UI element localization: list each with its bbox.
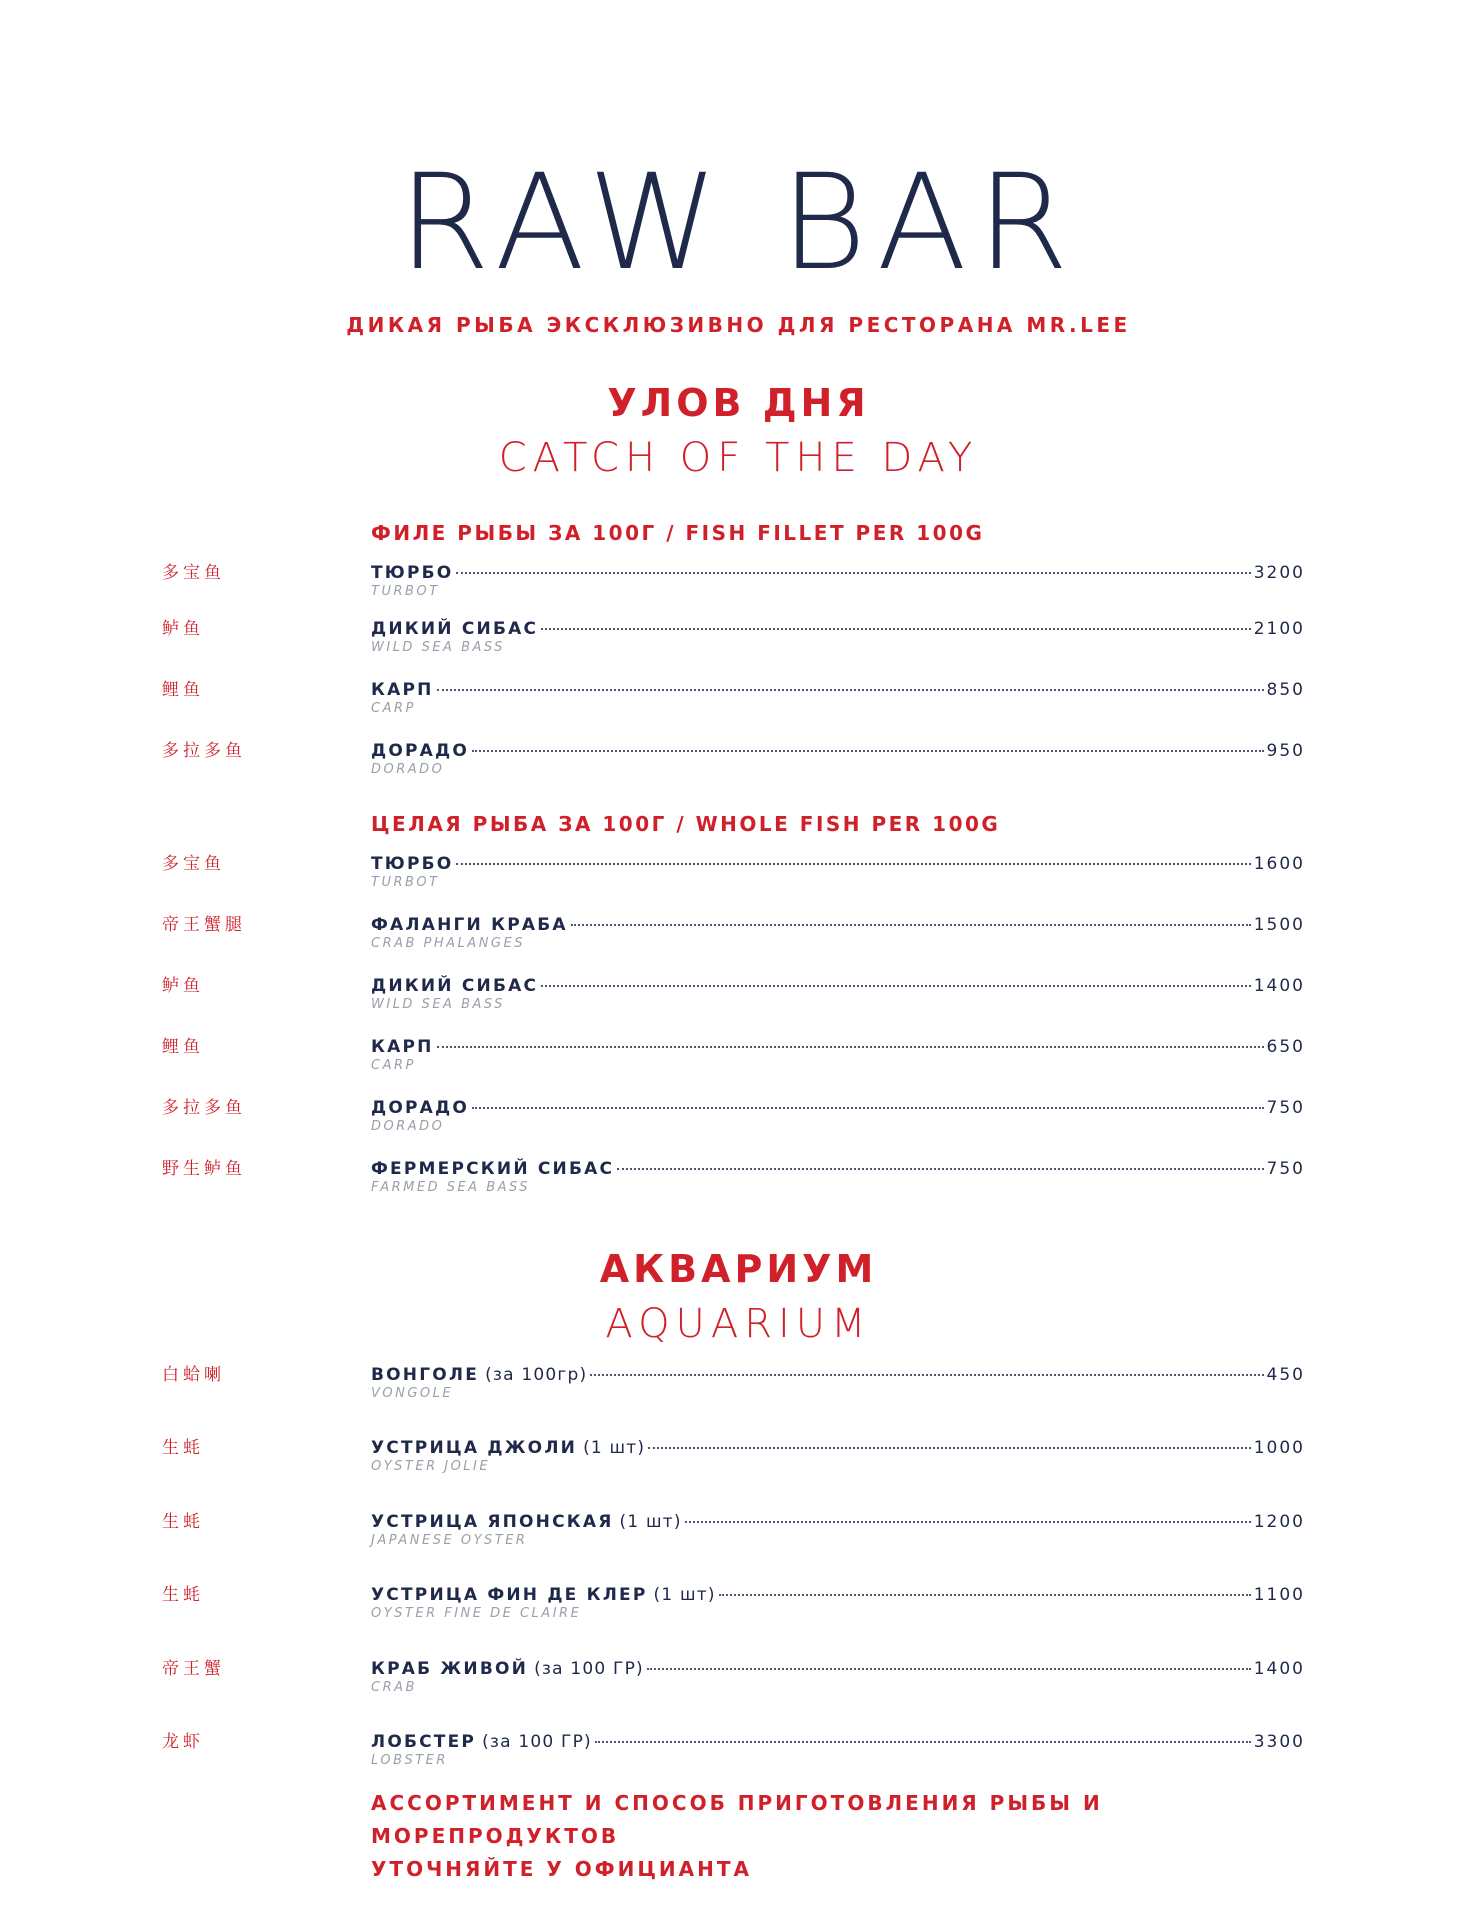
item-line xyxy=(371,913,1305,937)
menu-item xyxy=(0,1730,1477,1778)
item-quantity-note: (1 шт) xyxy=(619,1512,682,1532)
item-chinese-name: 多宝鱼 xyxy=(162,854,225,874)
item-name: УСТРИЦА ФИН ДЕ КЛЕР xyxy=(371,1585,648,1605)
section-title-en: AQUARIUM xyxy=(605,1301,872,1347)
item-chinese-name: 多拉多鱼 xyxy=(162,741,246,761)
dot-leader xyxy=(541,985,1251,987)
item-chinese-name: 鲤鱼 xyxy=(162,680,204,700)
item-name: КАРП xyxy=(371,680,434,700)
item-quantity-note: (за 100гр) xyxy=(485,1365,588,1385)
menu-item xyxy=(0,1657,1477,1705)
item-english-name: WILD SEA BASS xyxy=(371,640,505,655)
menu-item xyxy=(0,913,1477,961)
item-english-name: TURBOT xyxy=(371,584,440,599)
menu-item xyxy=(0,739,1477,787)
item-name: ДИКИЙ СИБАС xyxy=(371,619,539,639)
item-price: 750 xyxy=(1266,1098,1305,1118)
item-line xyxy=(371,974,1305,998)
menu-item xyxy=(0,852,1477,900)
item-quantity-note: (1 шт) xyxy=(583,1438,646,1458)
section-title-ru: УЛОВ ДНЯ xyxy=(607,381,870,425)
item-english-name: DORADO xyxy=(371,762,445,777)
item-chinese-name: 多拉多鱼 xyxy=(162,1098,246,1118)
section-title-ru: АКВАРИУМ xyxy=(599,1247,878,1291)
dot-leader xyxy=(541,628,1251,630)
menu-item xyxy=(0,1363,1477,1411)
item-english-name: WILD SEA BASS xyxy=(371,997,505,1012)
dot-leader xyxy=(595,1741,1251,1743)
item-english-name: CARP xyxy=(371,701,416,716)
item-price: 750 xyxy=(1266,1159,1305,1179)
menu-item xyxy=(0,617,1477,665)
item-english-name: OYSTER FINE DE CLAIRE xyxy=(371,1606,582,1621)
item-chinese-name: 生蚝 xyxy=(162,1585,204,1605)
item-quantity-note: (за 100 ГР) xyxy=(534,1659,644,1679)
dot-leader xyxy=(571,924,1251,926)
subsection-heading-whole: ЦЕЛАЯ РЫБА ЗА 100Г / WHOLE FISH PER 100G xyxy=(371,812,1001,836)
item-price: 1400 xyxy=(1253,976,1305,996)
item-chinese-name: 野生鲈鱼 xyxy=(162,1159,246,1179)
item-price: 3300 xyxy=(1253,1732,1305,1752)
item-name: УСТРИЦА ДЖОЛИ xyxy=(371,1438,578,1458)
dot-leader xyxy=(590,1374,1263,1376)
item-english-name: FARMED SEA BASS xyxy=(371,1180,531,1195)
item-chinese-name: 生蚝 xyxy=(162,1438,204,1458)
item-english-name: CRAB xyxy=(371,1680,417,1695)
item-price: 950 xyxy=(1266,741,1305,761)
dot-leader xyxy=(617,1168,1263,1170)
menu-item xyxy=(0,1096,1477,1144)
dot-leader xyxy=(456,863,1250,865)
item-english-name: CARP xyxy=(371,1058,416,1073)
item-price: 2100 xyxy=(1253,619,1305,639)
menu-item xyxy=(0,678,1477,726)
item-name: КАРП xyxy=(371,1037,434,1057)
item-price: 1100 xyxy=(1253,1585,1305,1605)
item-name: ТЮРБО xyxy=(371,563,454,583)
item-name: ВОНГОЛЕ xyxy=(371,1365,480,1385)
item-line xyxy=(371,852,1305,876)
tagline: ДИКАЯ РЫБА ЭКСКЛЮЗИВНО ДЛЯ РЕСТОРАНА MR.LEE xyxy=(346,313,1131,337)
item-price: 1000 xyxy=(1253,1438,1305,1458)
footer-note xyxy=(371,1787,1331,1886)
subsection-heading-fillet: ФИЛЕ РЫБЫ ЗА 100Г / FISH FILLET PER 100G xyxy=(371,521,985,545)
menu-item xyxy=(0,1035,1477,1083)
item-price: 1400 xyxy=(1253,1659,1305,1679)
item-name: ФЕРМЕРСКИЙ СИБАС xyxy=(371,1159,615,1179)
dot-leader xyxy=(472,1107,1264,1109)
item-price: 650 xyxy=(1266,1037,1305,1057)
item-name: УСТРИЦА ЯПОНСКАЯ xyxy=(371,1512,614,1532)
item-price: 3200 xyxy=(1253,563,1305,583)
item-name: ДИКИЙ СИБАС xyxy=(371,976,539,996)
menu-item xyxy=(0,974,1477,1022)
item-line xyxy=(371,739,1305,763)
item-line xyxy=(371,1035,1305,1059)
item-price: 1600 xyxy=(1253,854,1305,874)
item-english-name: JAPANESE OYSTER xyxy=(371,1533,528,1548)
item-chinese-name: 帝王蟹 xyxy=(162,1659,225,1679)
item-english-name: DORADO xyxy=(371,1119,445,1134)
item-english-name: OYSTER JOLIE xyxy=(371,1459,491,1474)
item-line xyxy=(371,1657,1305,1681)
item-line xyxy=(371,1436,1305,1460)
dot-leader xyxy=(648,1447,1251,1449)
menu-item xyxy=(0,561,1477,609)
item-name: ДОРАДО xyxy=(371,741,470,761)
dot-leader xyxy=(719,1594,1251,1596)
item-name: КРАБ ЖИВОЙ xyxy=(371,1659,529,1679)
item-quantity-note: (1 шт) xyxy=(653,1585,716,1605)
item-name: ЛОБСТЕР xyxy=(371,1732,477,1752)
item-name: ФАЛАНГИ КРАБА xyxy=(371,915,568,935)
item-line xyxy=(371,1096,1305,1120)
menu-item xyxy=(0,1510,1477,1558)
item-name: ДОРАДО xyxy=(371,1098,470,1118)
footer-note-line: УТОЧНЯЙТЕ У ОФИЦИАНТА xyxy=(371,1857,752,1881)
logo: RAW BAR xyxy=(398,146,1079,300)
item-line xyxy=(371,561,1305,585)
footer-note-line: АССОРТИМЕНТ И СПОСОБ ПРИГОТОВЛЕНИЯ РЫБЫ И МОРЕПРОДУКТОВ xyxy=(371,1791,1103,1848)
dot-leader xyxy=(647,1668,1251,1670)
item-line xyxy=(371,1730,1305,1754)
item-line xyxy=(371,1510,1305,1534)
dot-leader xyxy=(437,689,1264,691)
item-english-name: TURBOT xyxy=(371,875,440,890)
dot-leader xyxy=(685,1521,1251,1523)
menu-item xyxy=(0,1157,1477,1205)
item-name: ТЮРБО xyxy=(371,854,454,874)
item-chinese-name: 龙虾 xyxy=(162,1732,204,1752)
item-price: 850 xyxy=(1266,680,1305,700)
item-chinese-name: 生蚝 xyxy=(162,1512,204,1532)
dot-leader xyxy=(456,572,1250,574)
section-title-en: CATCH OF THE DAY xyxy=(498,435,979,481)
item-line xyxy=(371,1583,1305,1607)
item-chinese-name: 白蛤喇 xyxy=(162,1365,225,1385)
item-english-name: CRAB PHALANGES xyxy=(371,936,525,951)
item-chinese-name: 鲈鱼 xyxy=(162,619,204,639)
item-english-name: VONGOLE xyxy=(371,1386,454,1401)
item-line xyxy=(371,1157,1305,1181)
item-english-name: LOBSTER xyxy=(371,1753,448,1768)
item-chinese-name: 帝王蟹腿 xyxy=(162,915,246,935)
item-line xyxy=(371,678,1305,702)
item-price: 1200 xyxy=(1253,1512,1305,1532)
dot-leader xyxy=(437,1046,1264,1048)
menu-item xyxy=(0,1583,1477,1631)
item-price: 1500 xyxy=(1253,915,1305,935)
item-quantity-note: (за 100 ГР) xyxy=(482,1732,592,1752)
item-chinese-name: 多宝鱼 xyxy=(162,563,225,583)
item-line xyxy=(371,617,1305,641)
item-chinese-name: 鲤鱼 xyxy=(162,1037,204,1057)
item-chinese-name: 鲈鱼 xyxy=(162,976,204,996)
item-price: 450 xyxy=(1266,1365,1305,1385)
dot-leader xyxy=(472,750,1264,752)
menu-item xyxy=(0,1436,1477,1484)
item-line xyxy=(371,1363,1305,1387)
